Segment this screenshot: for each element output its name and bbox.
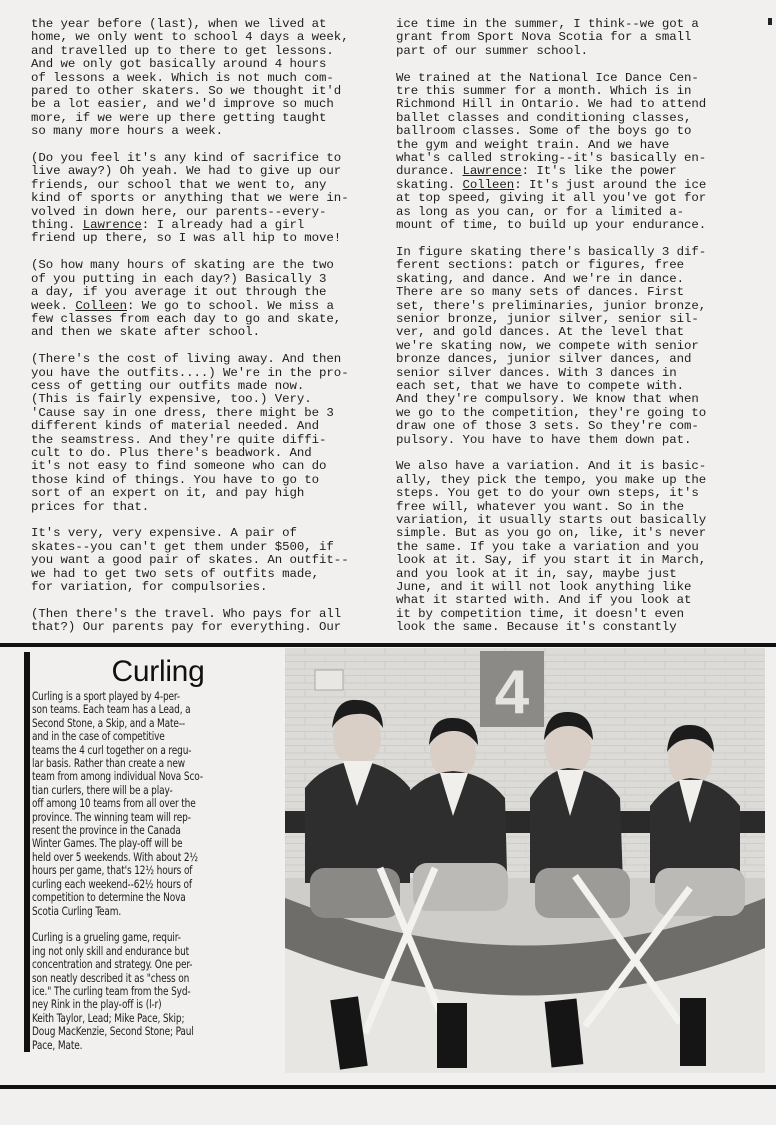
speaker-name: Colleen	[462, 177, 515, 192]
curling-body	[32, 690, 284, 1052]
section-divider-top	[0, 643, 776, 647]
interview-paragraph: We also have a variation. And it is basic- ally, they pick the tempo, you make up the steps. You get to do your own steps, it's free will, whatever you want. So in the variation, it usually starts out basically simple. But as you go on, like, it's never the same. If you take a variation and you look at it. Say, if you start it in March, and you look at it in, say, maybe just June, and it will not look anything like what it started with. And if you look at it by competition time, it doesn't even look the same. Because it's constantly	[396, 459, 707, 635]
sidebar-accent-bar	[24, 652, 30, 1052]
curling-sidebar	[32, 652, 284, 1065]
curling-team-photo	[285, 648, 765, 1073]
curling-paragraph: Curling is a grueling game, requir- ing not only skill and endurance but concentration and strategy. One per- son neatly described it as "chess on ice." The curling team from the Syd- ney Rink in the play-off is (l-r) Keith Taylor, Lead; Mike Pace, Skip; Doug MacKenzie, Second Stone; Paul Pace, Mate.	[32, 931, 194, 1052]
interview-paragraph: (There's the cost of living away. And then you have the outfits....) We're in the pro- cess of getting our outfits made now. (This is fairly expensive, too.) Very. 'Cause say in one dress, there might be 3 different kinds of material needed. And the seamstress. And they're quite diffi- cult to do. Plus there's beadwork. And it's not easy to find someone who can do those kind of things. You have to go to sort of an expert on it, and pay high prices for that.	[31, 352, 349, 514]
interview-paragraph: (Then there's the travel. Who pays for all that?) Our parents pay for everything. Our	[31, 606, 342, 635]
interview-paragraph: (So how many hours of skating are the two of you putting in each day?) Basically 3 a day, if you average it out through the week. Colleen: We go to school. We miss a few classes from each day to go and skate, and then we skate after school.	[31, 258, 342, 340]
interview-paragraph: (Do you feel it's any kind of sacrifice to live away?) Oh yeah. We had to give up our friends, our school that we went to, any kind of sports or anything that we were in- volved in down here, our parents--every- thing. Lawrence: I already had a girl friend up there, so I was all hip to move!	[31, 151, 349, 246]
interview-paragraph: ice time in the summer, I think--we got a grant from Sport Nova Scotia for a small part of our summer school.	[396, 17, 699, 58]
wall-fixture	[315, 670, 343, 690]
speaker-name: Lawrence	[462, 164, 522, 179]
page-edge-mark	[768, 18, 772, 25]
curling-paragraph: Curling is a sport played by 4-per- son teams. Each team has a Lead, a Second Stone, a Skip, and a Mate-- and in the case of competitive teams the 4 curl together on a regu- lar basis. Rather than create a new team from among individual Nova Sco- tian curlers, there will be a play- off among 10 teams from all over the province. The winning team will rep- resent the province in the Canada Winter Games. The play-off will be held over 5 weekends. With about 2½ hours per game, that's 12½ hours of curling each weekend--62½ hours of competition to determine the Nova Scotia Curling Team.	[32, 690, 203, 918]
speaker-name: Colleen	[75, 298, 128, 313]
speaker-name: Lawrence	[82, 218, 142, 233]
interview-paragraph: It's very, very expensive. A pair of skates--you can't get them under $500, if you want a good pair of skates. An outfit-- we had to get two sets of outfits made, for variation, for compulsories.	[31, 526, 349, 594]
photo-illustration	[285, 648, 765, 1073]
interview-paragraph: We trained at the National Ice Dance Cen- tre this summer for a month. Which is in Richmond Hill in Ontario. We had to attend ballet classes and conditioning classes, ballroom classes. Some of the boys go to the gym and weight train. And we have what's called stroking--it's basically en- durance. Lawrence: It's like the power skating. Colleen: It's just around the ice at top speed, giving it all you've got for as long as you can, or for a limited a- mount of time, to build up your endurance.	[396, 70, 707, 233]
number-sign	[480, 651, 544, 727]
number-sign-text: 4	[494, 658, 530, 727]
interview-paragraph: In figure skating there's basically 3 dif- ferent sections: patch or figures, free skating, and dance. And we're in dance. There are so many sets of dances. First set, there's preliminaries, junior bronze, senior bronze, junior silver, senior sil- ver, and gold dances. At the level that we're skating now, we compete with senior bronze dances, junior silver dances, and senior silver dances. With 3 dances in each set, that we have to compete with. And they're compulsory. We know that when we go to the competition, they're going to draw one of those 3 sets. So they're com- pulsory. You have to have them down pat.	[396, 244, 707, 447]
interview-column-right	[396, 18, 751, 648]
section-divider-bottom	[0, 1085, 776, 1089]
interview-paragraph: the year before (last), when we lived at home, we only went to school 4 days a week, and travelled up to there to get lessons. And we only got basically around 4 hours of lessons a week. Which is not much com- pared to other skaters. So we thought it'd be a lot easier, and we'd improve so much more, if we were up there getting taught so many more hours a week.	[31, 17, 349, 139]
curling-title: Curling	[111, 655, 205, 688]
interview-column-left	[31, 18, 386, 648]
